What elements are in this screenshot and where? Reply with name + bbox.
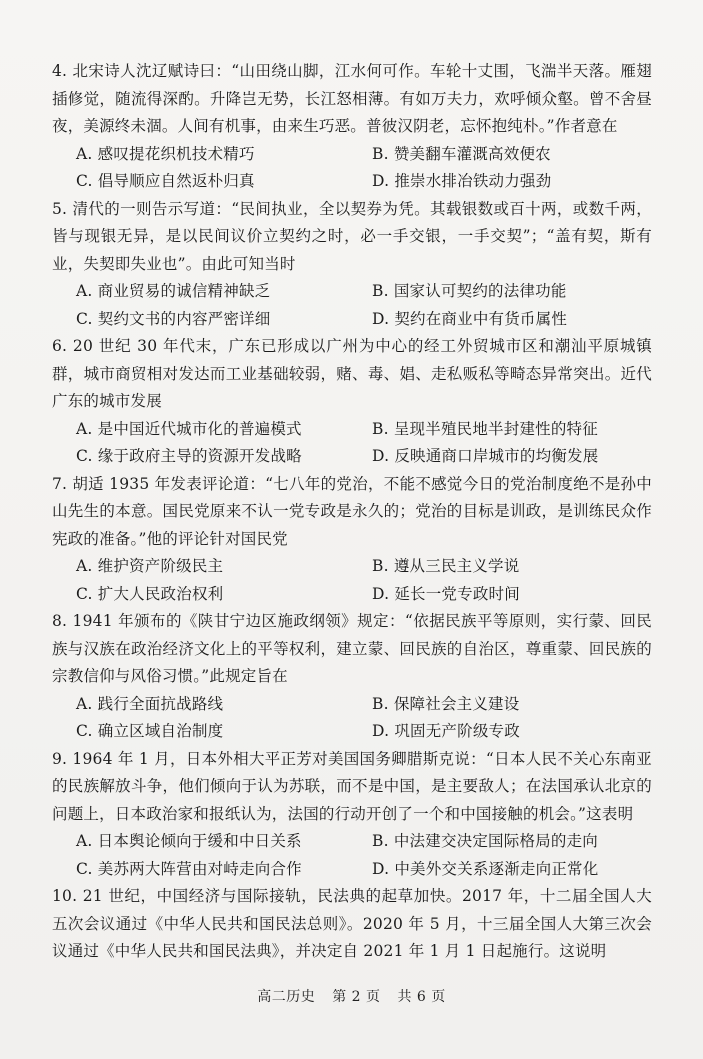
answer-option: A. 日本舆论倾向于缓和中日关系 [76,832,302,850]
question-stem: 4. 北宋诗人沈辽赋诗曰：“山田绕山脚，江水何可作。车轮十丈围，飞湍半天落。雁翅插修觉，随流得深酌。升降岂无势，长江怒相薄。有如万夫力，欢呼倾众壑。曾不舍昼夜，美源终未涸。人间有机事，由来生巧恶。普彼汉阴老，忘怀抱纯朴。”作者意在 [52,62,652,135]
answer-option: B. 保障社会主义建设 [372,694,520,713]
answer-option: D. 中美外交关系逐渐走向正常化 [372,859,599,878]
answer-option: B. 赞美翻车灌溉高效便农 [372,144,551,163]
answer-option: B. 国家认可契约的法律功能 [372,282,567,300]
answer-option: C. 契约文书的内容严密详细 [76,309,271,328]
answer-option: C. 确立区域自治制度 [76,722,224,740]
answer-option: C. 扩大人民政治权利 [76,584,224,603]
answer-option: D. 反映通商口岸城市的均衡发展 [372,447,599,465]
option-grid [52,691,652,746]
question-stem: 6. 20 世纪 30 年代末，广东已形成以广州为中心的经工外贸城市区和潮汕平原城镇群，城市商贸相对发达而工业基础较弱，赌、毒、娼、走私贩私等畸态异常突出。近代广东的城市发展 [52,337,652,410]
answer-option: B. 遵从三民主义学说 [372,557,520,575]
question-block [52,883,652,966]
question-stem: 7. 胡适 1935 年发表评论道：“七八年的党治，不能不感觉今日的党治制度绝不是孙中山先生的本意。国民党原来不认一党专政是永久的；党治的目标是训政，是训练民众作宪政的准备。”他的评论针对国民党 [52,474,652,548]
answer-option: A. 感叹提花织机技术精巧 [76,144,255,163]
footer-subject: 高二历史 [257,989,316,1005]
footer-total-pages: 共 6 页 [397,989,446,1005]
answer-option: A. 是中国近代城市化的普遍模式 [76,419,302,438]
answer-option: C. 倡导顺应自然返朴归真 [76,172,255,190]
footer-page-number: 第 2 页 [332,989,381,1005]
answer-option: A. 商业贸易的诚信精神缺乏 [76,282,271,300]
answer-option: C. 美苏两大阵营由对峙走向合作 [76,859,302,878]
question-stem: 8. 1941 年颁布的《陕甘宁边区施政纲领》规定：“依据民族平等原则，实行蒙、回民族与汉族在政治经济文化上的平等权利，建立蒙、回民族的自治区，尊重蒙、回民族的宗教信仰与风俗习惯。”此规定旨在 [52,612,652,685]
answer-option: D. 巩固无产阶级专政 [372,722,520,740]
answer-option: D. 推崇水排冶铁动力强劲 [372,172,552,190]
question-block [52,746,652,884]
option-grid [52,416,652,471]
answer-option: B. 呈现半殖民地半封建性的特征 [372,419,598,438]
answer-option: D. 延长一党专政时间 [372,584,520,603]
question-block [52,196,652,334]
question-stem: 9. 1964 年 1 月，日本外相大平正芳对美国国务卿腊斯克说：“日本人民不关心东南亚的民族解放斗争，他们倾向于认为苏联，而不是中国，是主要敌人；在法国承认北京的问题上，日本政治家和报纸认为，法国的行动开创了一个和中国接触的机会。”这表明 [52,749,652,823]
answer-option: D. 契约在商业中有货币属性 [372,309,568,328]
option-grid [52,141,652,196]
option-grid [52,828,652,883]
question-block [52,471,652,609]
option-grid [52,278,652,333]
question-stem: 5. 清代的一则告示写道：“民间执业，全以契券为凭。其载银数或百十两，或数千两，皆与现银无异，是以民间议价立契约之时，必一手交银，一手交契”；“盖有契，斯有业，失契即失业也”。由此可知当时 [52,199,652,273]
answer-option: A. 践行全面抗战路线 [76,694,224,713]
answer-option: C. 缘于政府主导的资源开发战略 [76,447,302,465]
question-list [52,58,652,966]
answer-option: A. 维护资产阶级民主 [76,557,224,575]
page-footer [0,986,703,1006]
question-block [52,58,652,196]
question-stem: 10. 21 世纪，中国经济与国际接轨，民法典的起草加快。2017 年，十二届全国人大五次会议通过《中华人民共和国民法总则》。2020 年 5 月，十三届全国人大第三次会议通过《中华人民共和国民法典》，并决定自 2021 年 1 月 1 日起施行。这说明 [52,887,652,960]
answer-option: B. 中法建交决定国际格局的走向 [372,832,598,850]
question-block [52,608,652,746]
question-block [52,333,652,471]
option-grid [52,553,652,608]
